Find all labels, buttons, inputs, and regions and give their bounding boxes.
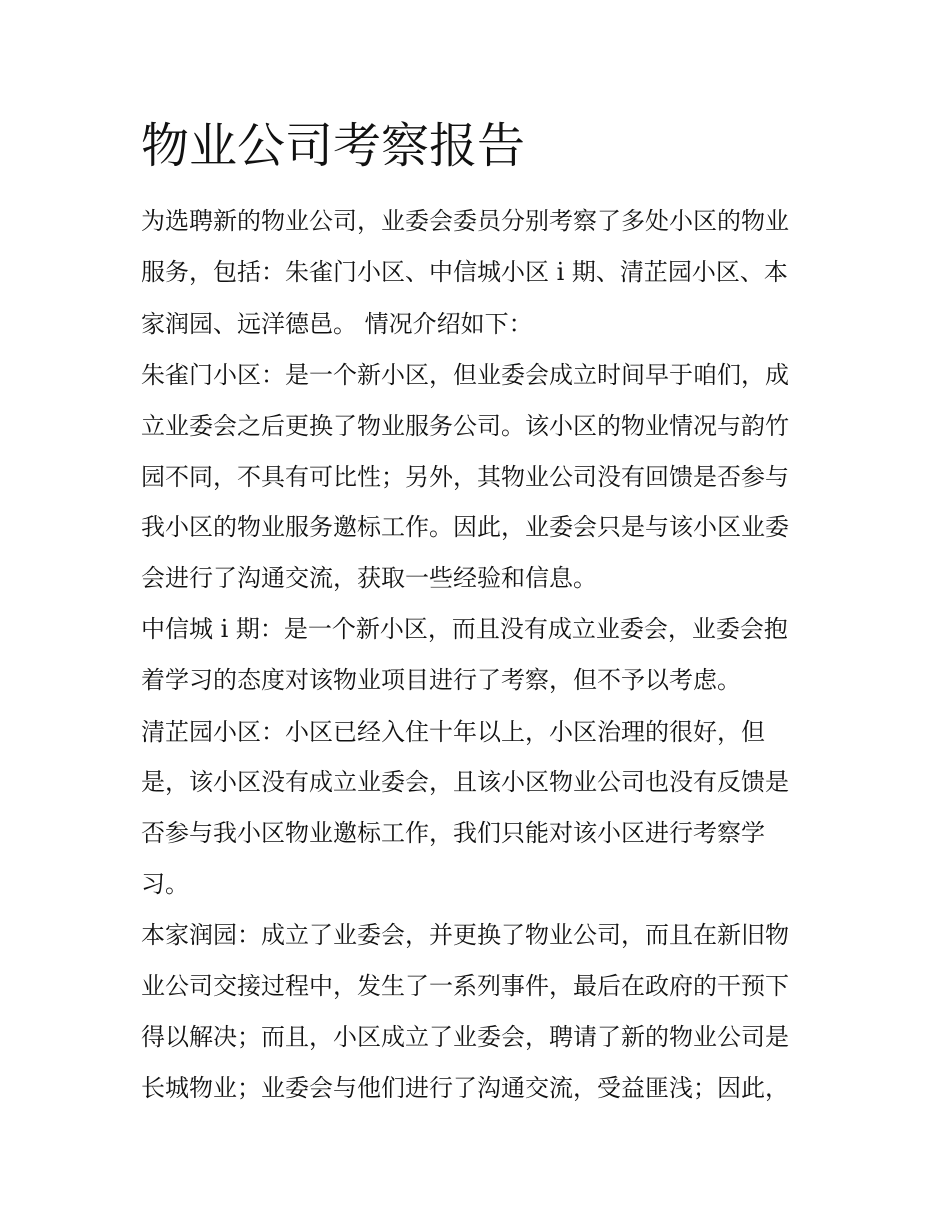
page-title: 物业公司考察报告: [141, 118, 526, 174]
paragraph-line: 我小区的物业服务邀标工作。因此，业委会只是与该小区业委: [141, 513, 789, 541]
paragraph-line: 习。: [141, 870, 189, 898]
paragraph-line: 清芷园小区：小区已经入住十年以上，小区治理的很好，但: [141, 718, 765, 746]
paragraph-line: 否参与我小区物业邀标工作，我们只能对该小区进行考察学: [141, 819, 765, 847]
paragraph-line: 本家润园：成立了业委会，并更换了物业公司，而且在新旧物: [141, 921, 789, 949]
paragraph-line: 中信城 i 期：是一个新小区，而且没有成立业委会，业委会抱: [141, 615, 788, 643]
paragraph-line: 会进行了沟通交流，获取一些经验和信息。: [141, 564, 597, 592]
paragraph-line: 着学习的态度对该物业项目进行了考察，但不予以考虑。: [141, 666, 741, 694]
paragraph-line: 服务，包括：朱雀门小区、中信城小区 i 期、清芷园小区、本: [141, 258, 788, 286]
paragraph-line: 朱雀门小区：是一个新小区，但业委会成立时间早于咱们，成: [141, 361, 789, 389]
paragraph-line: 园不同，不具有可比性；另外，其物业公司没有回馈是否参与: [141, 463, 789, 491]
paragraph-line: 家润园、远洋德邑。 情况介绍如下：: [141, 310, 533, 338]
paragraph-line: 为选聘新的物业公司，业委会委员分别考察了多处小区的物业: [141, 207, 789, 235]
paragraph-line: 业公司交接过程中，发生了一系列事件，最后在政府的干预下: [141, 972, 789, 1000]
paragraph-line: 是，该小区没有成立业委会，且该小区物业公司也没有反馈是: [141, 768, 789, 796]
paragraph-line: 得以解决；而且，小区成立了业委会，聘请了新的物业公司是: [141, 1023, 789, 1051]
paragraph-line: 立业委会之后更换了物业服务公司。该小区的物业情况与韵竹: [141, 412, 789, 440]
paragraph-line: 长城物业；业委会与他们进行了沟通交流，受益匪浅；因此，: [141, 1074, 789, 1102]
